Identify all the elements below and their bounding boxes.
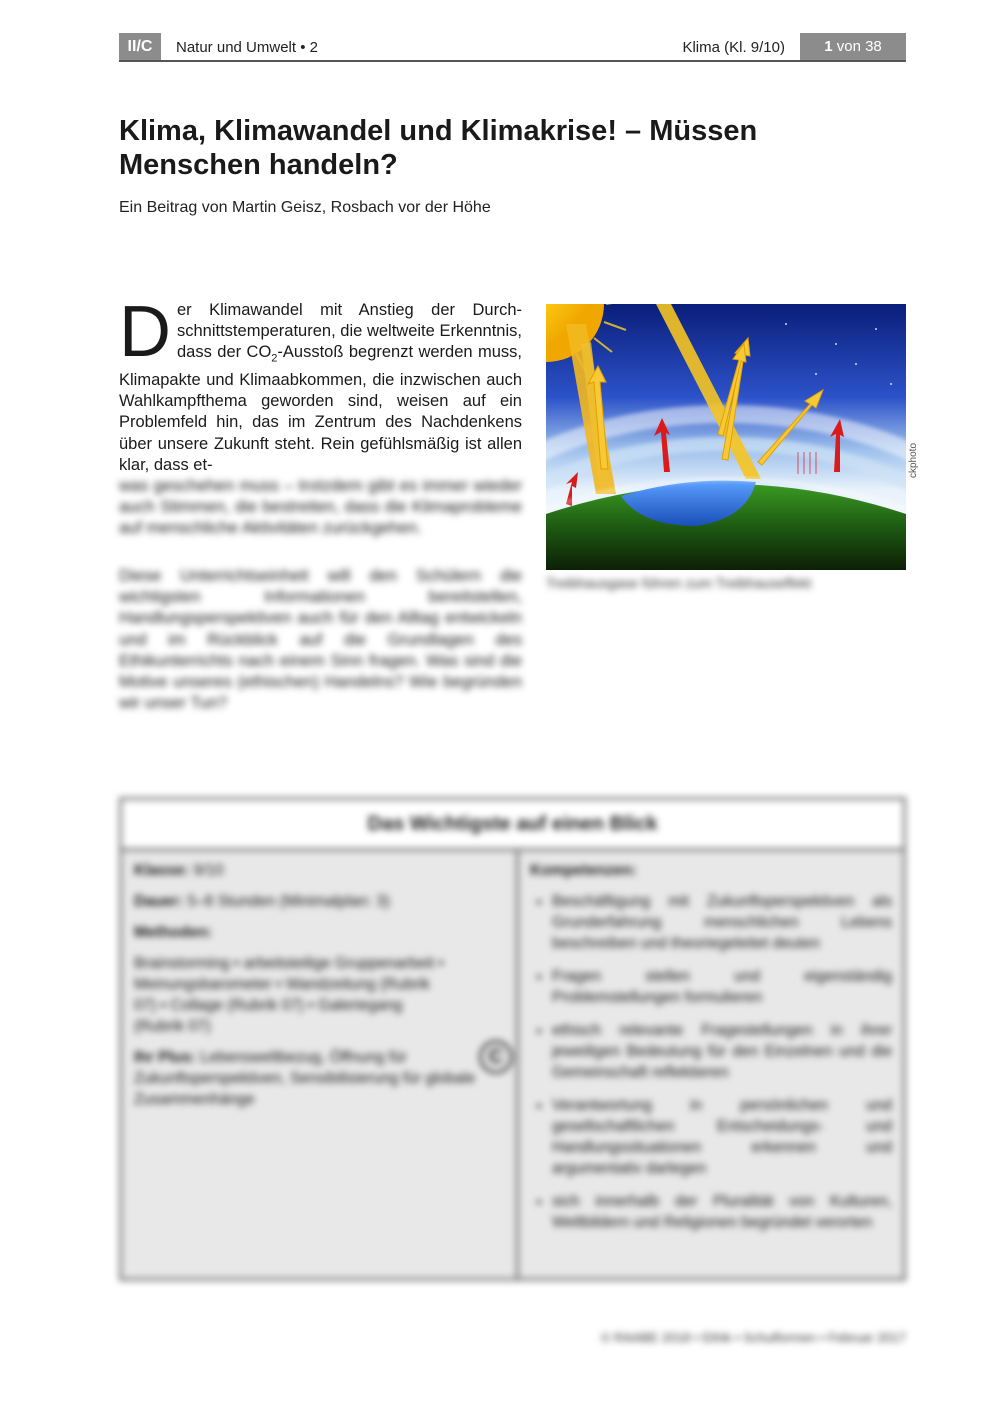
kompetenz-item: • Verantwortung in persönlichen und gesellschaftlichen Entscheidungs- und Handlungssituationen erkennen und argumentativ darlegen — [552, 1095, 892, 1179]
methoden-label: Methoden: — [134, 924, 213, 941]
header-rule — [119, 60, 906, 62]
overview-box — [119, 797, 906, 1281]
author-line: Ein Beitrag von Martin Geisz, Rosbach vor der Höhe — [119, 199, 491, 216]
second-paragraph: Diese Unterrichtseinheit will den Schülern die wichtigsten Informationen bereitstellen, Handlungsperspektiven auch für den Alltag entwickeln und im Rückblick auf die Grundlagen des Ethikunterrichts nach einem Sinn fragen. Was sind die Motive unseres (ethischen) Handelns? Wie begründen wir unser Tun? — [119, 567, 522, 713]
kompetenz-item: • Fragen stellen und eigenständig Problemstellungen formulieren — [552, 966, 892, 1008]
figure-caption: Treibhausgase führen zum Treibhauseffekt — [546, 575, 812, 591]
image-credit: ckphoto — [908, 442, 919, 478]
dauer-label: Dauer: — [134, 893, 184, 910]
kompetenzen-label: Kompetenzen: — [530, 862, 637, 879]
plus-label: Ihr Plus: — [134, 1049, 197, 1066]
plus-row — [134, 1047, 506, 1110]
kompetenz-item: • sich innerhalb der Pluralität von Kulturen, Weltbildern und Religionen begründet verorten — [552, 1191, 892, 1233]
page-title: Klima, Klimawandel und Klimakrise! – Müssen Menschen handeln? — [119, 115, 758, 181]
page-current: 1 — [824, 38, 833, 55]
methoden-value: Brainstorming • arbeitsteilige Gruppenarbeit • Meinungsbarometer • Wandzeitung (Rubrik 07) • Collage (Rubrik 07) • Galeriegang (Rubrik 07) — [134, 955, 444, 1035]
klasse-label: Klasse: — [134, 862, 190, 879]
column-divider — [516, 848, 519, 1278]
kompetenz-item: • Beschäftigung mit Zukunftsperspektiven als Grunderfahrung menschlichen Lebens beschreiben und theoriegeleitet deuten — [552, 891, 892, 954]
intro-text-part1: er Klimawandel mit Anstieg der Durchschnittstemperaturen, die weltweite Erkenntnis, dass der CO — [177, 301, 522, 362]
section-code: II/C — [119, 33, 161, 61]
kompetenz-item: • ethisch relevante Fragestellungen in ihrer jeweiligen Bedeutung für den Einzelnen und die Gemeinschaft reflektieren — [552, 1020, 892, 1083]
intro-paragraph — [119, 292, 522, 540]
section-title: Natur und Umwelt • 2 — [176, 39, 318, 56]
page-indicator — [800, 33, 906, 61]
overview-right-column — [530, 860, 892, 1245]
kompetenzen-list — [530, 891, 892, 1233]
page-footer: © RAABE 2018 • Ethik • Schulformen • Februar 2017 — [600, 1330, 906, 1345]
intro-text-blurred: was geschehen muss – trotzdem gibt es immer wieder auch Stimmen, die bestreiten, dass die Klimaprobleme auf menschliche Aktivitäten zurückgehen. — [119, 476, 522, 538]
klasse-value: 9/10 — [193, 862, 224, 879]
intro-text-part2: -Ausstoß begrenzt werden muss, Klimapakte und Klimaabkommen, die inzwischen auch Wahlkampfthema geworden sind, weisen auf ein Problemfeld hin, das im Zentrum des Nachdenkens über unsere Zukunft steht. Rein gefühlsmäßig ist allen klar, dass et- — [119, 343, 522, 474]
dauer-row — [134, 891, 506, 912]
page-total: von 38 — [832, 38, 882, 55]
topic-label: Klima (Kl. 9/10) — [682, 39, 785, 56]
dauer-value: 5–8 Stunden (Minimalplan: 3) — [187, 893, 390, 910]
klasse-row — [134, 860, 506, 881]
co2-subscript: 2 — [271, 352, 278, 365]
overview-left-column — [134, 860, 506, 1120]
copyright-icon: C — [479, 1040, 513, 1074]
page-header — [119, 33, 906, 61]
greenhouse-illustration — [546, 304, 906, 570]
overview-box-title: Das Wichtigste auf einen Blick — [122, 800, 903, 851]
plus-value: Lebensweltbezug, Öffnung für Zukunftsperspektiven, Sensibilisierung für globale Zusammenhänge — [134, 1049, 476, 1108]
greenhouse-effect-image — [546, 304, 906, 570]
drop-cap: D — [119, 292, 171, 372]
